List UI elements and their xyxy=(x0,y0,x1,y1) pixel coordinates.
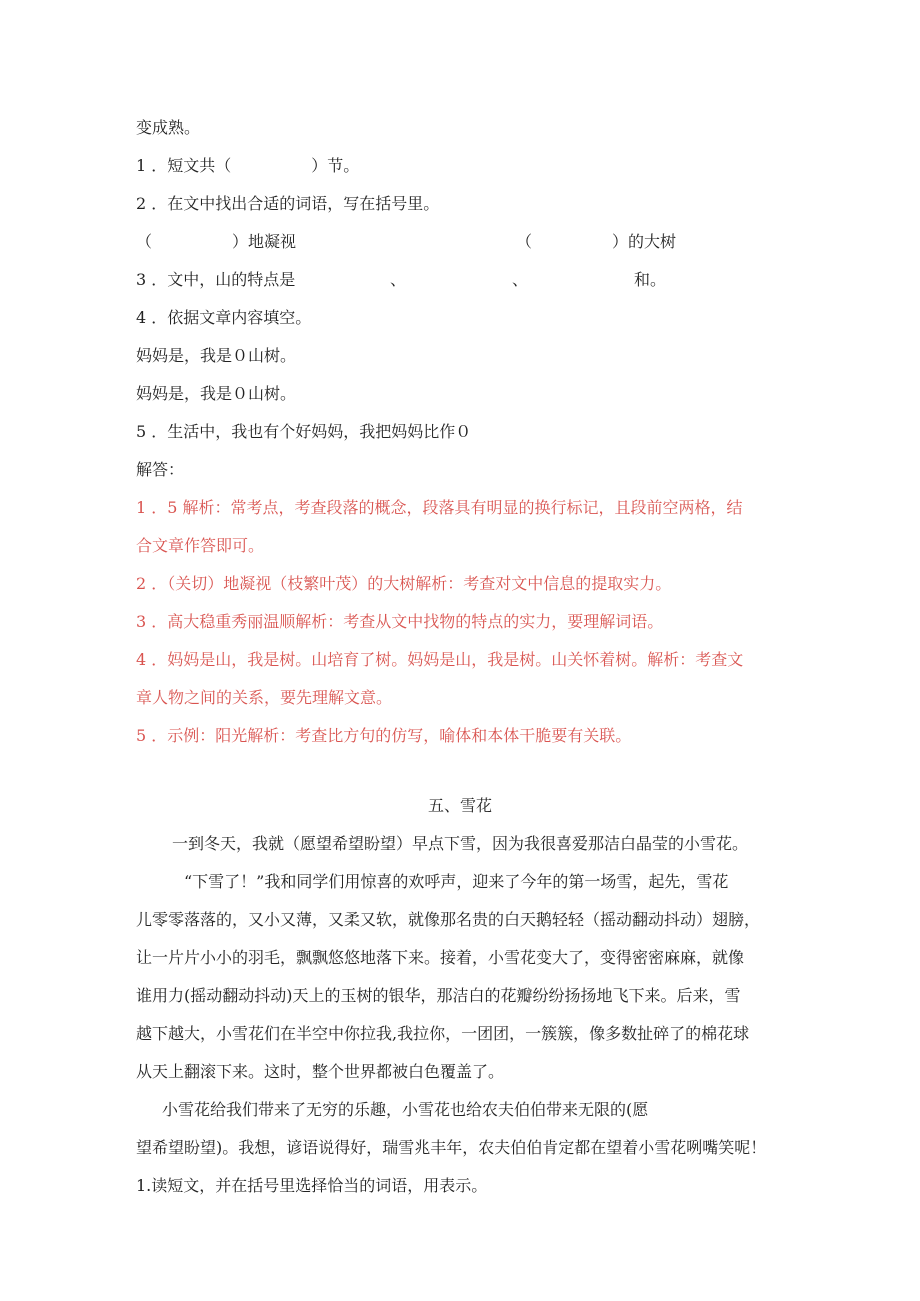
answer-3: 3 ．高大稳重秀丽温顺解析：考查从文中找物的特点的实力，要理解词语。 xyxy=(136,612,664,631)
section-title: 五、雪花 xyxy=(427,796,492,815)
answer-5: 5 ．示例：阳光解析：考查比方句的仿写，喻体和本体干脆要有关联。 xyxy=(136,726,632,745)
paragraph-2-line: 谁用力(摇动翻动抖动)天上的玉树的银华，那洁白的花瓣纷纷扬扬地飞下来。后来，雪 xyxy=(136,986,741,1005)
answer-1: 1 ．5 解析：常考点，考查段落的概念，段落具有明显的换行标记，且段前空两格，结 xyxy=(136,498,743,517)
answer-4-cont: 章人物之间的关系，要先理解文意。 xyxy=(136,688,393,707)
paragraph-1: 一到冬天，我就（愿望希望盼望）早点下雪，因为我很喜爱那洁白晶莹的小雪花。 xyxy=(172,834,749,853)
blank-gaze: （ ）地凝视 xyxy=(136,232,297,251)
question-4-line-a: 妈妈是，我是０山树。 xyxy=(136,346,297,365)
question-4-line-b: 妈妈是，我是０山树。 xyxy=(136,384,297,403)
text-line: 变成熟。 xyxy=(136,118,201,137)
answer-2: 2 ．（关切）地凝视（枝繁叶茂）的大树解析：考查对文中信息的提取实力。 xyxy=(136,574,672,593)
question-5: 5 ．生活中，我也有个好妈妈，我把妈妈比作０ xyxy=(136,422,472,441)
paragraph-3-line: 小雪花给我们带来了无穷的乐趣，小雪花也给农夫伯伯带来无限的(愿 xyxy=(162,1100,649,1119)
answer-label: 解答： xyxy=(136,460,185,479)
separator: 、 xyxy=(390,270,407,289)
paragraph-2-line: 儿零零落落的，又小又薄，又柔又软，就像那名贵的白天鹅轻轻（摇动翻动抖动）翅膀， xyxy=(136,910,761,929)
separator: 、 xyxy=(512,270,529,289)
answer-1-cont: 合文章作答即可。 xyxy=(136,536,265,555)
paragraph-2-line: “下雪了！”我和同学们用惊喜的欢呼声，迎来了今年的第一场雪，起先，雪花 xyxy=(184,872,729,891)
question-4: 4 ．依据文章内容填空。 xyxy=(136,308,312,327)
blank-tree: （ ）的大树 xyxy=(516,232,677,251)
paragraph-3-line: 望希望盼望)。我想，谚语说得好，瑞雪兆丰年，农夫伯伯肯定都在望着小雪花咧嘴笑呢！ xyxy=(136,1138,767,1157)
question-1: 1 ．短文共（ ）节。 xyxy=(136,156,360,175)
paragraph-2-line: 让一片片小小的羽毛，飘飘悠悠地落下来。接着，小雪花变大了，变得密密麻麻，就像 xyxy=(136,948,745,967)
section-question-1: 1.读短文，并在括号里选择恰当的词语，用表示。 xyxy=(136,1176,488,1195)
conjunction: 和。 xyxy=(634,270,667,289)
paragraph-2-line: 越下越大，小雪花们在半空中你拉我,我拉你，一团团，一簇簇，像多数扯碎了的棉花球 xyxy=(136,1024,750,1043)
question-2: 2 ．在文中找出合适的词语，写在括号里。 xyxy=(136,194,440,213)
answer-4: 4 ．妈妈是山，我是树。山培育了树。妈妈是山，我是树。山关怀着树。解析：考查文 xyxy=(136,650,744,669)
question-3-text: 3 ．文中，山的特点是 xyxy=(136,270,296,289)
paragraph-2-line: 从天上翻滚下来。这时，整个世界都被白色覆盖了。 xyxy=(136,1062,505,1081)
